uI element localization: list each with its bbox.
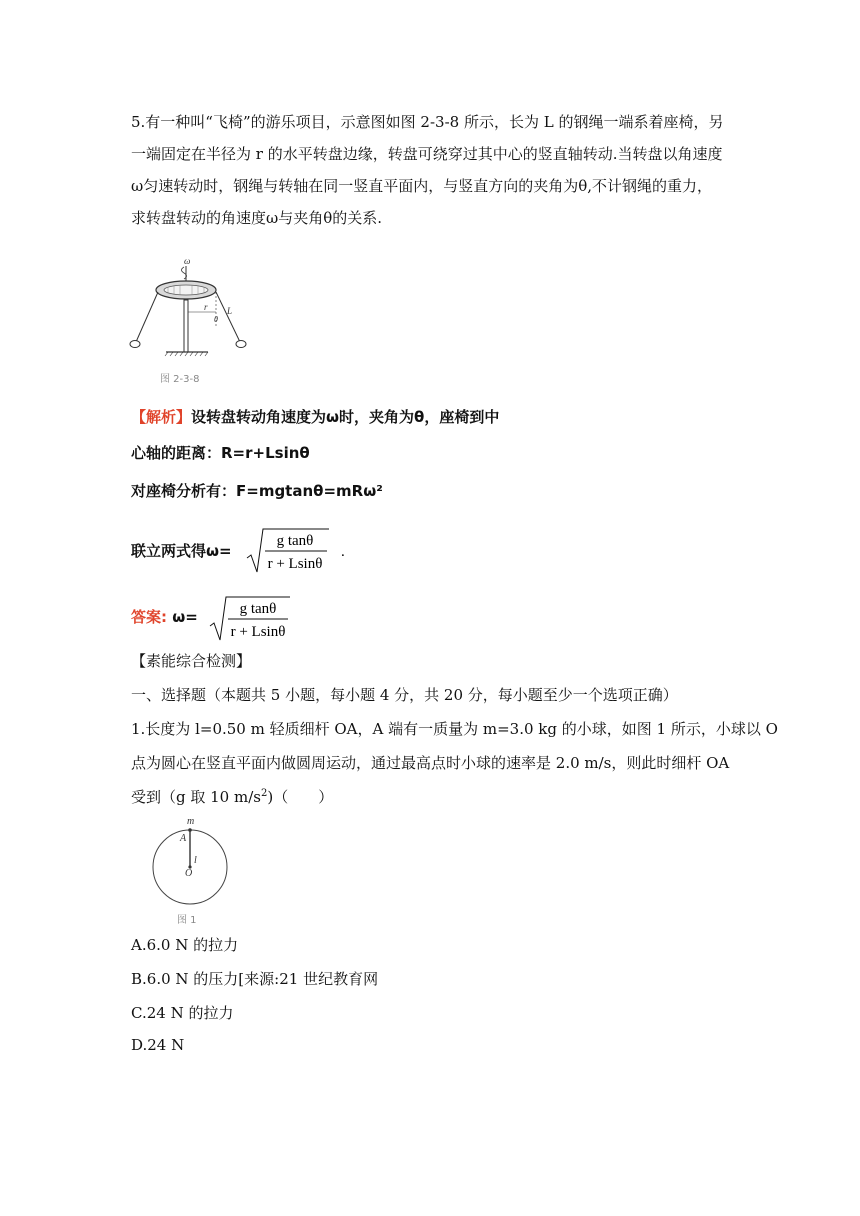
question-1-line: 点为圆心在竖直平面内做圆周运动，通过最高点时小球的速率是 2.0 m/s，则此时细杆 OA bbox=[131, 754, 730, 772]
r-label: r bbox=[204, 302, 208, 312]
omega-label: ω bbox=[184, 256, 191, 266]
support-pole bbox=[184, 300, 188, 352]
turntable-inner bbox=[164, 285, 208, 295]
question-1-line: 受到（g 取 10 $m/s^2$)（ ） bbox=[131, 788, 334, 806]
option-b: B.6.0 N 的压力[来源:21 世纪教育网 bbox=[131, 970, 379, 988]
solution-line-1: 【解析】设转盘转动角速度为ω时，夹角为θ，座椅到中 bbox=[131, 408, 500, 426]
formula-numerator: g tanθ bbox=[239, 601, 277, 617]
figure-caption: 图 2-3-8 bbox=[160, 374, 200, 385]
figure-caption: 图 1 bbox=[177, 915, 197, 926]
question-5-line: 5.有一种叫“飞椅”的游乐项目，示意图如图 2-3-8 所示，长为 L 的钢绳一端系着座椅，另 bbox=[131, 113, 724, 131]
analysis-tag: 【解析】 bbox=[131, 408, 192, 426]
option-c: C.24 N 的拉力 bbox=[131, 1004, 234, 1022]
question-5-line: ω匀速转动时，钢绳与转轴在同一竖直平面内，与竖直方向的夹角为θ,不计钢绳的重力， bbox=[131, 177, 713, 195]
l-label: l bbox=[194, 855, 197, 866]
A-label: A bbox=[180, 833, 187, 844]
answer-line: 答案: ω= bbox=[131, 608, 198, 626]
m-label: m bbox=[187, 816, 195, 827]
circle-figure bbox=[150, 812, 250, 932]
solution-formula bbox=[245, 526, 355, 576]
option-d: D.24 N bbox=[131, 1036, 185, 1054]
question-5-line: 一端固定在半径为 r 的水平转盘边缘，转盘可绕穿过其中心的竖直轴转动.当转盘以角速度 bbox=[131, 145, 723, 163]
right-cable bbox=[216, 292, 240, 342]
solution-line-4: 联立两式得ω= bbox=[131, 542, 232, 560]
right-seat bbox=[236, 341, 246, 348]
left-cable bbox=[136, 292, 158, 342]
L-label: L bbox=[227, 306, 233, 316]
ground-hatch bbox=[165, 352, 208, 356]
flying-chair-figure bbox=[128, 256, 248, 386]
left-seat bbox=[130, 341, 140, 348]
answer-formula bbox=[208, 594, 298, 644]
answer-tag: 答案: bbox=[131, 608, 167, 626]
theta-label: θ bbox=[214, 315, 218, 324]
formula-period: . bbox=[341, 544, 345, 560]
question-1-line: 1.长度为 l=0.50 m 轻质细杆 OA，A 端有一质量为 m=3.0 kg 的小球，如图 1 所示，小球以 O bbox=[131, 720, 778, 738]
solution-line-2: 心轴的距离：R=r+Lsinθ bbox=[131, 444, 310, 462]
formula-numerator: g tanθ bbox=[276, 533, 314, 549]
option-a: A.6.0 N 的拉力 bbox=[131, 936, 239, 954]
question-5-text bbox=[131, 106, 735, 234]
section-subtitle: 一、选择题（本题共 5 小题，每小题 4 分，共 20 分，每小题至少一个选项正确） bbox=[131, 686, 678, 704]
section-title: 【素能综合检测】 bbox=[131, 652, 252, 670]
question-5-line: 求转盘转动的角速度ω与夹角θ的关系. bbox=[131, 209, 383, 227]
formula-denominator: r + Lsinθ bbox=[267, 556, 323, 572]
O-label: O bbox=[185, 868, 193, 879]
formula-denominator: r + Lsinθ bbox=[230, 624, 286, 640]
ball-point bbox=[188, 828, 192, 832]
solution-line-3: 对座椅分析有：F=mgtanθ=mRω² bbox=[131, 482, 383, 500]
